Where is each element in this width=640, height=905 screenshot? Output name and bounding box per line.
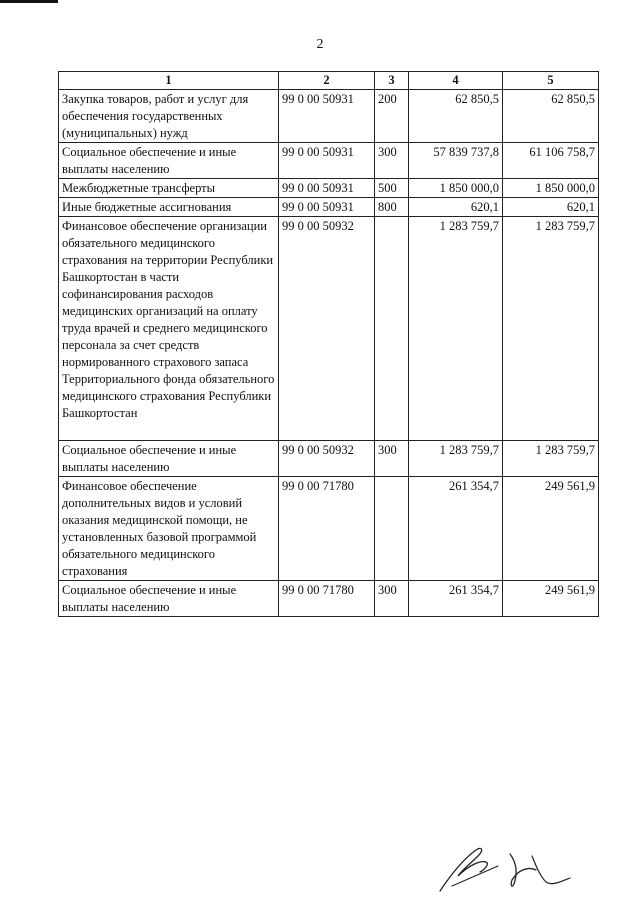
row-name: Социальное обеспечение и иные выплаты населению <box>59 143 279 179</box>
table-row <box>59 198 599 217</box>
row-name: Социальное обеспечение и иные выплаты населению <box>59 581 279 617</box>
row-value-year1: 1 850 000,0 <box>409 179 503 198</box>
table-row <box>59 581 599 617</box>
row-name: Финансовое обеспечение организации обязательного медицинского страхования на территории Республики Башкортостан в части софинансирования расходов медицинских организаций на оплату труда врачей и среднего медицинского персонала за счет средств нормированного страхового запаса Территориального фонда обязательного медицинского страхования Республики Башкортостан <box>59 217 279 441</box>
table-row <box>59 217 599 441</box>
header-col-2: 2 <box>279 72 375 90</box>
row-code: 99 0 00 50932 <box>279 441 375 477</box>
row-value-year2: 249 561,9 <box>503 477 599 581</box>
row-value-year1: 62 850,5 <box>409 90 503 143</box>
row-name: Закупка товаров, работ и услуг для обеспечения государственных (муниципальных) нужд <box>59 90 279 143</box>
row-code: 99 0 00 50931 <box>279 90 375 143</box>
row-type: 200 <box>375 90 409 143</box>
row-value-year2: 62 850,5 <box>503 90 599 143</box>
page-number: 2 <box>316 37 324 52</box>
row-value-year1: 261 354,7 <box>409 581 503 617</box>
row-value-year2: 249 561,9 <box>503 581 599 617</box>
row-value-year1: 1 283 759,7 <box>409 441 503 477</box>
row-type <box>375 477 409 581</box>
row-value-year1: 620,1 <box>409 198 503 217</box>
header-col-1: 1 <box>59 72 279 90</box>
header-col-5: 5 <box>503 72 599 90</box>
row-value-year2: 620,1 <box>503 198 599 217</box>
row-code: 99 0 00 71780 <box>279 581 375 617</box>
header-col-3: 3 <box>375 72 409 90</box>
row-type: 300 <box>375 441 409 477</box>
row-type: 300 <box>375 581 409 617</box>
row-name: Финансовое обеспечение дополнительных видов и условий оказания медицинской помощи, не установленных базовой программой обязательного медицинского страхования <box>59 477 279 581</box>
row-code: 99 0 00 50931 <box>279 179 375 198</box>
row-value-year1: 1 283 759,7 <box>409 217 503 441</box>
row-code: 99 0 00 50931 <box>279 143 375 179</box>
table-row <box>59 477 599 581</box>
table-row <box>59 90 599 143</box>
row-type: 800 <box>375 198 409 217</box>
row-name: Социальное обеспечение и иные выплаты населению <box>59 441 279 477</box>
budget-table <box>58 71 599 617</box>
row-type <box>375 217 409 441</box>
row-value-year1: 261 354,7 <box>409 477 503 581</box>
row-value-year2: 61 106 758,7 <box>503 143 599 179</box>
row-value-year2: 1 283 759,7 <box>503 217 599 441</box>
row-code: 99 0 00 50932 <box>279 217 375 441</box>
row-value-year1: 57 839 737,8 <box>409 143 503 179</box>
row-code: 99 0 00 50931 <box>279 198 375 217</box>
table-row <box>59 143 599 179</box>
table-row <box>59 179 599 198</box>
scan-edge-mark <box>0 0 58 3</box>
row-value-year2: 1 283 759,7 <box>503 441 599 477</box>
handwritten-signature <box>432 836 592 896</box>
row-code: 99 0 00 71780 <box>279 477 375 581</box>
row-value-year2: 1 850 000,0 <box>503 179 599 198</box>
row-name: Межбюджетные трансферты <box>59 179 279 198</box>
table-header-row <box>59 72 599 90</box>
row-type: 500 <box>375 179 409 198</box>
row-type: 300 <box>375 143 409 179</box>
table-row <box>59 441 599 477</box>
header-col-4: 4 <box>409 72 503 90</box>
row-name: Иные бюджетные ассигнования <box>59 198 279 217</box>
